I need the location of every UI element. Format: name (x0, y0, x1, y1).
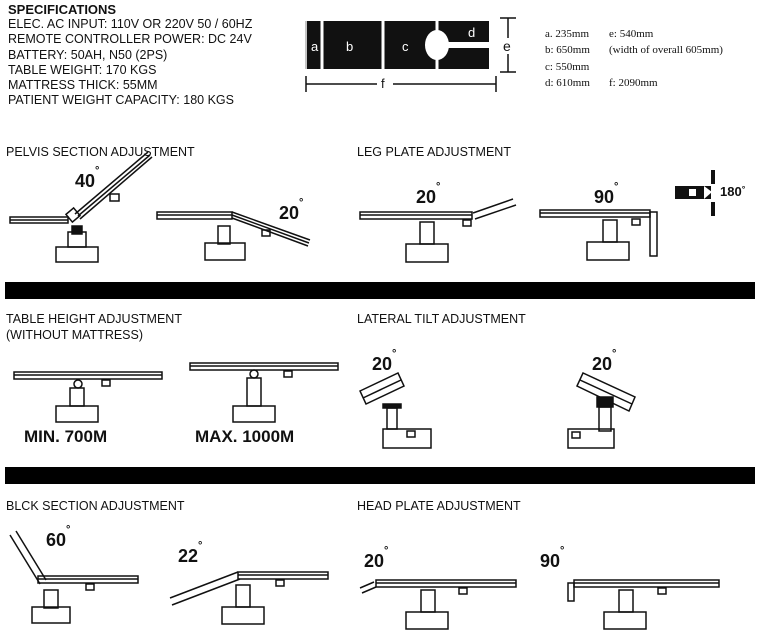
degree-icon: ° (560, 545, 565, 557)
height-section-title: TABLE HEIGHT ADJUSTMENT (6, 312, 182, 326)
back-diagram-1 (10, 531, 138, 623)
degree-icon: ° (198, 540, 203, 552)
angle-label (75, 165, 100, 192)
angle-value: 20 (372, 354, 393, 374)
degree-icon: ° (299, 197, 304, 209)
angle-label (594, 181, 619, 208)
leg-section-title: LEG PLATE ADJUSTMENT (357, 145, 511, 159)
spec-line: ELEC. AC INPUT: 110V OR 220V 50 / 60HZ (8, 17, 253, 31)
head-diagram-2 (568, 580, 719, 629)
angle-label (364, 545, 389, 572)
spec-line: BATTERY: 50AH, N50 (2PS) (8, 47, 168, 62)
angle-value: 90 (594, 187, 615, 207)
angle-value: 20 (364, 551, 385, 571)
separator-bar (5, 467, 755, 484)
tilt-diagram-1 (360, 373, 431, 448)
angle-value: 60 (46, 530, 67, 550)
height-max-diagram (190, 363, 338, 422)
angle-label (279, 197, 304, 224)
spec-title: SPECIFICATIONS (8, 2, 117, 17)
degree-icon: ° (384, 545, 389, 557)
head-section-title: HEAD PLATE ADJUSTMENT (357, 499, 521, 513)
tilt-section-title: LATERAL TILT ADJUSTMENT (357, 312, 526, 326)
label-c: c (402, 39, 409, 54)
angle-value: 90 (540, 551, 561, 571)
angle-label (372, 348, 397, 375)
dimension-a: a. 235mm (545, 28, 589, 40)
height-max-label: MAX. 1000M (195, 427, 295, 446)
head-cutout (425, 30, 449, 60)
back-section-title: BLCK SECTION ADJUSTMENT (6, 499, 185, 513)
spec-line: MATTRESS THICK: 55MM (8, 78, 158, 93)
label-b: b (346, 39, 354, 54)
label-d: d (468, 25, 476, 40)
degree-icon: ° (95, 165, 100, 177)
dimension-c: c: 550mm (545, 60, 590, 73)
height-min-diagram (14, 372, 162, 422)
tilt-diagram-2 (568, 373, 635, 448)
dimension-d: d: 610mm (545, 76, 590, 89)
label-a: a (311, 39, 319, 54)
height-min-label: MIN. 700M (24, 427, 108, 446)
dimension-b: b: 650mm (545, 44, 590, 57)
head-diagram-1 (360, 580, 516, 629)
label-e: e (503, 38, 511, 54)
pelvis-diagram-1 (10, 152, 152, 262)
angle-value: 20 (592, 354, 613, 374)
angle-label (540, 545, 565, 572)
degree-icon: ° (392, 348, 397, 360)
angle-value: 40 (75, 171, 96, 191)
table-top-view (306, 21, 489, 69)
angle-value: 22 (178, 546, 199, 566)
separator-bar (5, 282, 755, 299)
degree-icon: ° (436, 181, 441, 193)
dimension-f: f: 2090mm (609, 76, 658, 89)
angle-label (416, 181, 441, 208)
back-diagram-2 (170, 572, 328, 624)
angle-label (720, 184, 745, 199)
angle-value: 20 (279, 203, 300, 223)
height-section-subtitle: (WITHOUT MATTRESS) (6, 328, 144, 342)
leg-diagram-1 (360, 199, 516, 262)
spec-line: TABLE WEIGHT: 170 KGS (8, 62, 157, 77)
angle-value: 180 (720, 184, 742, 199)
angle-value: 20 (416, 187, 437, 207)
flip-180-icon (675, 170, 715, 216)
spec-line: PATIENT WEIGHT CAPACITY: 180 KGS (8, 93, 234, 108)
degree-icon: ° (66, 524, 71, 536)
dimension-e: e: 540mm (609, 28, 654, 40)
angle-label (592, 348, 617, 375)
label-f: f (381, 76, 385, 91)
dimension-width-note: (width of overall 605mm) (609, 44, 723, 57)
angle-label (178, 540, 203, 567)
degree-icon: ° (741, 184, 746, 194)
degree-icon: ° (614, 181, 619, 193)
angle-label (46, 524, 71, 551)
pelvis-section-title: PELVIS SECTION ADJUSTMENT (6, 145, 195, 159)
degree-icon: ° (612, 348, 617, 360)
leg-diagram-2 (540, 210, 657, 260)
spec-line: REMOTE CONTROLLER POWER: DC 24V (8, 32, 252, 47)
